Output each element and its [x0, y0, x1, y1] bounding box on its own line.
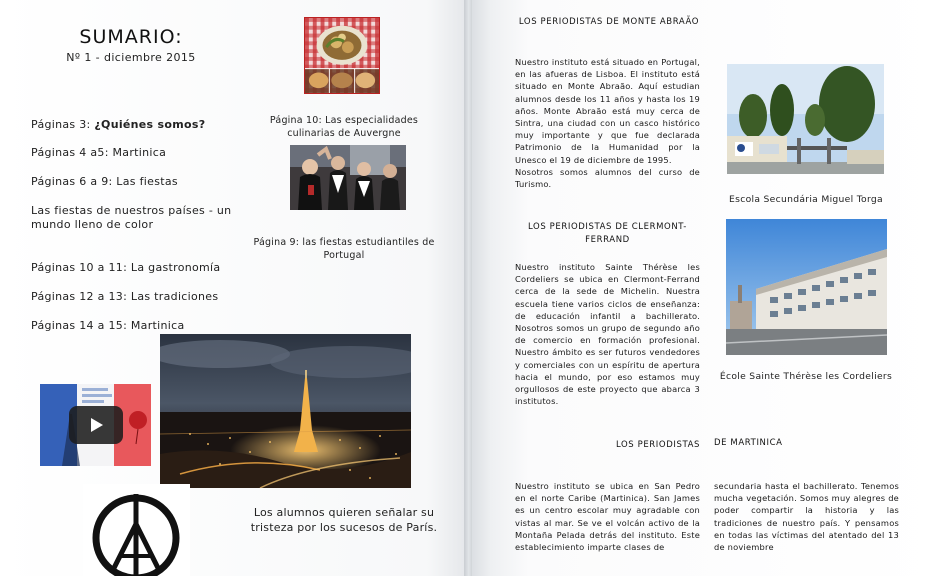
toc-pages: Páginas 3:	[31, 118, 95, 131]
toc-pages: Páginas 6 a 9:	[31, 175, 117, 188]
toc-pages: Páginas 14 a 15:	[31, 319, 131, 332]
toc-pages: Páginas 4 a5:	[31, 146, 113, 159]
page-gutter	[464, 0, 472, 576]
heading-martinica-part1: LOS PERIODISTAS	[615, 440, 700, 450]
toc-topic: Martinica	[112, 146, 167, 159]
toc-pages: Páginas 12 a 13:	[31, 290, 131, 303]
toc-topic: ¿Quiénes somos?	[94, 118, 206, 131]
toc-topic: Las fiestas de nuestros países - un mundo lleno de color	[31, 204, 232, 231]
text-clermont	[515, 261, 700, 407]
issue-number: Nº 1 - diciembre 2015	[66, 51, 196, 64]
peace-for-paris-image	[83, 484, 190, 576]
party-caption: Página 9: las fiestas estudiantiles de Portugal	[253, 237, 435, 261]
video-thumbnail[interactable]	[40, 384, 151, 466]
toc-pages: Páginas 10 a 11:	[31, 261, 131, 274]
paragraph: secundaria hasta el bachillerato. Tenemos mucha vegetación. Somos muy alegres de poder compartir la historia y las tradiciones de nuestro país. Y pensamos en todas las víctimas del atentado del 13 de noviembre	[714, 481, 899, 553]
paragraph: Nuestro instituto se ubica en San Pedro en el norte Caribe (Martinica). San James es un centro escolar muy agradable con vistas al mar. Se ve el volcán activo de la Montaña Pelada detrás del instituto. Este establecimiento imparte clases de	[515, 481, 700, 553]
food-caption: Página 10: Las especialidades culinarias de Auvergne	[269, 115, 419, 139]
toc-item	[31, 319, 241, 333]
summary-title: SUMARIO:	[79, 26, 183, 48]
left-page	[0, 0, 464, 576]
heading-clermont: LOS PERIODISTAS DE CLERMONT-FERRAND	[528, 222, 687, 245]
toc-item	[31, 118, 241, 132]
paragraph: Nuestro instituto está situado en Portugal, en las afueras de Lisboa. El instituto está situado en Monte Abraão. Aquí estudian alumnos desde los 11 años y hasta los 19 años. Monte Abraão está muy cerca de Sintra, una ciudad con un casco histórico muy importante y que fue declarada Patrimonio de la Humanidad por la Unesco el 19 de diciembre de 1995.	[515, 57, 700, 165]
heading-martinica-part2: DE MARTINICA	[714, 438, 783, 448]
miguel-torga-school-photo	[727, 64, 884, 174]
toc-item	[31, 261, 241, 275]
toc-topic: Las fiestas	[116, 175, 178, 188]
right-page	[472, 0, 946, 576]
toc-topic: La gastronomía	[130, 261, 221, 274]
heading-monte-abraao: LOS PERIODISTAS DE MONTE ABRAÃO	[518, 17, 700, 27]
toc-topic: Las tradiciones	[130, 290, 219, 303]
toc-item	[31, 290, 241, 304]
text-martinica-col2	[714, 480, 899, 553]
toc-item	[31, 204, 241, 232]
text-monte-abraao	[515, 56, 700, 190]
miguel-torga-caption: Escola Secundária Miguel Torga	[729, 194, 883, 205]
toc-item	[31, 146, 241, 160]
food-photo	[304, 17, 380, 94]
toc-item	[31, 175, 241, 189]
sadness-message: Los alumnos quieren señalar su tristeza por los sucesos de París.	[250, 506, 438, 534]
text-martinica-col1	[515, 480, 700, 553]
play-icon[interactable]	[69, 406, 123, 444]
sainte-therese-caption: École Sainte Thérèse les Cordeliers	[719, 371, 893, 382]
paragraph: Nosotros somos alumnos del curso de Turismo.	[515, 166, 700, 190]
toc-topic: Martinica	[130, 319, 185, 332]
paragraph: Nuestro instituto Sainte Thérèse les Cordeliers se ubica en Clermont-Ferrand cerca de la sede de Michelin. Nuestra escuela tiene varios ciclos de enseñanza: de educación infantil a bachillerato. Nosotros somos un grupo de segundo año de comercio en formación profesional. Nuestro ámbito es ser futuros vendedores y comerciales con un espíritu de apertura hacia el mundo, por eso estamos muy orgullosos de este proyecto que abarca 3 institutos.	[515, 262, 700, 407]
paris-night-photo	[160, 334, 411, 488]
sainte-therese-school-photo	[726, 219, 887, 355]
students-party-photo	[290, 145, 406, 210]
